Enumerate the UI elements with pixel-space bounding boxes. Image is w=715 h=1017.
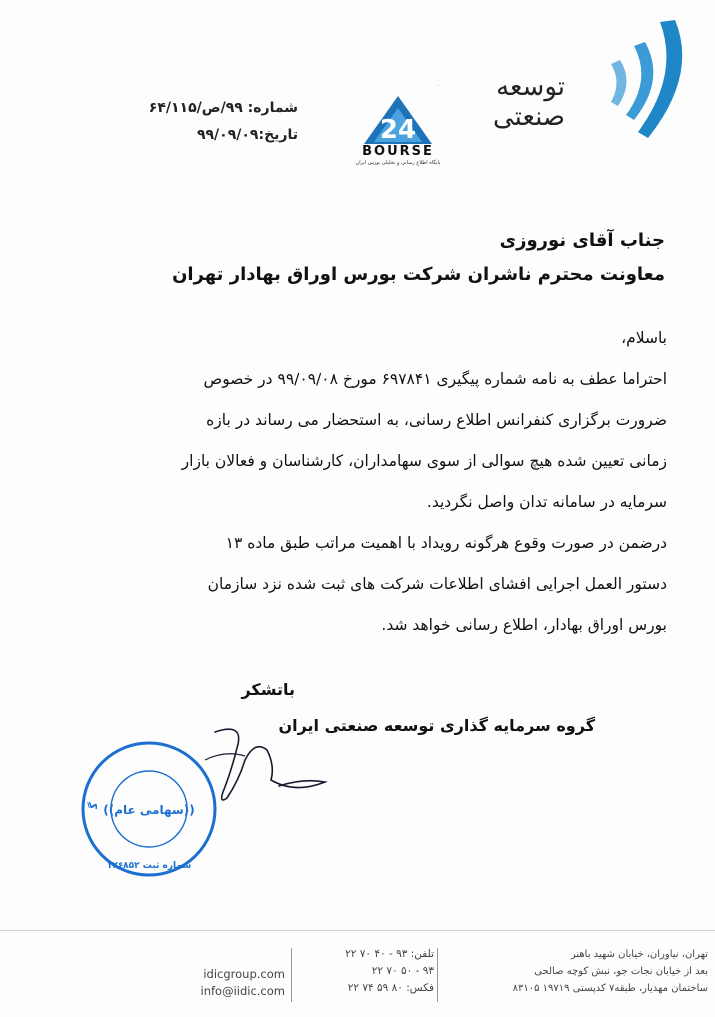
body-line: زمانی تعیین شده هیچ سوالی از سوی سهامداران، کارشناسان و فعالان بازار	[181, 452, 667, 470]
body-line: ضرورت برگزاری کنفرانس اطلاع رسانی، به استحضار می رساند در بازه	[206, 411, 667, 429]
body-line: درضمن در صورت وقوع هرگونه رویداد با اهمیت مراتب طبق ماده ۱۳	[225, 534, 667, 552]
letter-meta	[148, 95, 298, 149]
bourse-logo-tagline: پایگاه اطلاع رسانی و تحلیلی بورس ایران	[355, 160, 441, 166]
closing-thanks: باتشکر	[241, 680, 295, 699]
footer-phone-2: ۹۳ - ۵۰ ۷۰ ۲۲	[371, 965, 434, 977]
closing	[95, 672, 595, 735]
body-line: احتراما عطف به نامه شماره پیگیری ۶۹۷۸۴۱ مورخ ۹۹/۰۹/۰۸ در خصوص	[203, 370, 667, 388]
footer-separator	[291, 948, 292, 1002]
bourse-logo-name: BOURSE	[362, 144, 434, 159]
footer-divider	[0, 930, 715, 931]
svg-text:24: 24	[379, 115, 417, 145]
company-logo	[470, 20, 695, 140]
footer-phone-1: تلفن: ۹۳ - ۴۰ ۷۰ ۲۲	[345, 948, 434, 960]
footer-separator	[437, 948, 438, 1002]
body-line: بورس اوراق بهادار، اطلاع رسانی خواهد شد.	[381, 616, 667, 634]
footer-email[interactable]: info@iidic.com	[200, 984, 285, 998]
letter-number: شماره: ۹۹/ص/۶۴/۱۱۵	[148, 100, 298, 116]
addressee-name: جناب آقای نوروزی	[499, 230, 665, 251]
footer-website[interactable]: idicgroup.com	[203, 967, 285, 981]
body-line: سرمایه در سامانه تدان واصل نگردید.	[426, 493, 667, 511]
letter-date: تاریخ:۹۹/۰۹/۰۹	[196, 127, 298, 143]
footer-phones	[298, 946, 434, 997]
company-logo-word-2: صنعتی	[493, 102, 565, 132]
footer-address	[443, 946, 708, 997]
stamp-center-text: ((سهامی عام))	[103, 803, 195, 817]
bourse-logo	[338, 94, 458, 174]
company-logo-word-1: توسعه	[496, 72, 565, 102]
closing-company: گروه سرمایه گذاری توسعه صنعتی ایران	[278, 716, 595, 735]
stamp-seal-icon	[80, 740, 218, 878]
footer-address-line: بعد از خیابان نجات جو، نبش کوچه صالحی	[534, 966, 708, 977]
footer-address-line: تهران، نیاوران، خیابان شهید باهنر	[570, 949, 708, 960]
body-line: دستور العمل اجرایی افشای اطلاعات شرکت های ثبت شده نزد سازمان	[207, 575, 667, 593]
stamp-bottom-text: شماره ثبت ۱۲۶۸۵۲	[106, 861, 192, 871]
bourse-triangle-icon	[338, 94, 458, 146]
footer-contact-web	[185, 966, 285, 1000]
footer-fax: فکس: ۸۰ ۵۹ ۷۴ ۲۲	[347, 982, 434, 994]
company-stamp	[80, 740, 218, 878]
margin-mark: ·	[434, 84, 442, 87]
addressee	[125, 224, 665, 292]
stamp-ring-text: گ	[86, 801, 101, 810]
addressee-title: معاونت محترم ناشران شرکت بورس اوراق بهادار تهران	[172, 264, 665, 285]
letter-body	[67, 318, 667, 646]
greeting: باسلام،	[621, 329, 667, 347]
footer-address-line: ساختمان مهدیار، طبقه۷ کدپستی ۱۹۷۱۹ ۸۳۱۰۵	[512, 983, 708, 994]
